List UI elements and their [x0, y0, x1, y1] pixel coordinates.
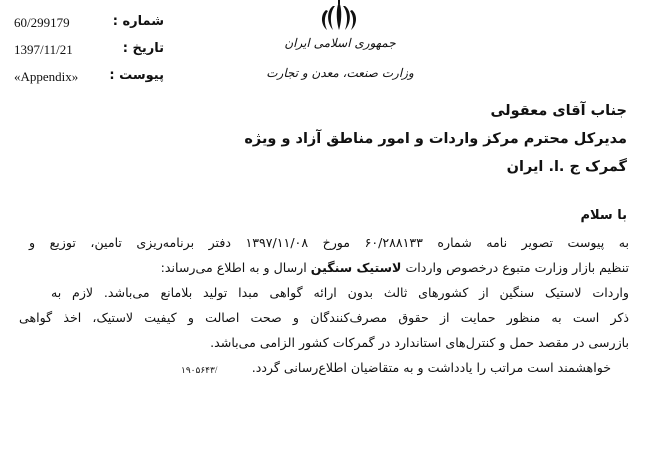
- reference-code: ۱۹۰۵۶۴۳/: [181, 365, 218, 375]
- number-row: [14, 14, 164, 41]
- body-line: به پیوست تصویر نامه شماره ۶۰/۲۸۸۱۳۳ مورخ ۱۳۹۷/۱۱/۰۸ دفتر برنامه‌ریزی تامین، توزیع و: [29, 235, 629, 250]
- body-line: [161, 260, 629, 275]
- letter-date-label: تاریخ :: [122, 41, 164, 56]
- body-line: ذکر است به منظور حمایت از حقوق مصرف‌کنندگان و صحت اصالت و کیفیت لاستیک، اخذ گواهی: [19, 310, 629, 325]
- letterhead-ministry: وزارت صنعت، معدن و تجارت: [266, 66, 414, 80]
- letter-meta: [14, 14, 164, 95]
- letterhead-republic: جمهوری اسلامی ایران: [284, 36, 396, 50]
- body-text: تنظیم بازار وزارت متبوع درخصوص واردات: [405, 260, 629, 275]
- body-line: خواهشمند است مراتب را یادداشت و به متقاضیان اطلاع‌رسانی گردد.: [251, 360, 611, 375]
- greeting: با سلام: [580, 208, 627, 223]
- highlighted-term: لاستیک سنگین: [310, 260, 402, 275]
- attachment-row: [14, 68, 164, 95]
- letter-number: 60/299179: [14, 15, 70, 30]
- addressee-name: جناب آقای معقولی: [490, 103, 627, 119]
- letter-number-label: شماره :: [112, 14, 164, 29]
- letter-date: 1397/11/21: [14, 42, 73, 57]
- date-row: [14, 41, 164, 68]
- body-line: واردات لاستیک سنگین از کشورهای ثالث بدون ارائه گواهی مبدا تولید بلامانع می‌باشد. لازم به: [51, 285, 629, 300]
- letter-attachment: «Appendix»: [14, 69, 79, 84]
- addressee-title: مدیرکل محترم مرکز واردات و امور مناطق آزاد و ویژه: [244, 131, 627, 147]
- iran-emblem-icon: [314, 0, 364, 32]
- letter-attachment-label: پیوست :: [109, 68, 164, 83]
- body-line: بازرسی در مقصد حمل و کنترل‌های استاندارد در گمرکات کشور الزامی می‌باشد.: [210, 335, 629, 350]
- body-text: ارسال و به اطلاع می‌رساند:: [160, 260, 307, 275]
- addressee-org: گمرک ج .ا. ایران: [506, 159, 627, 175]
